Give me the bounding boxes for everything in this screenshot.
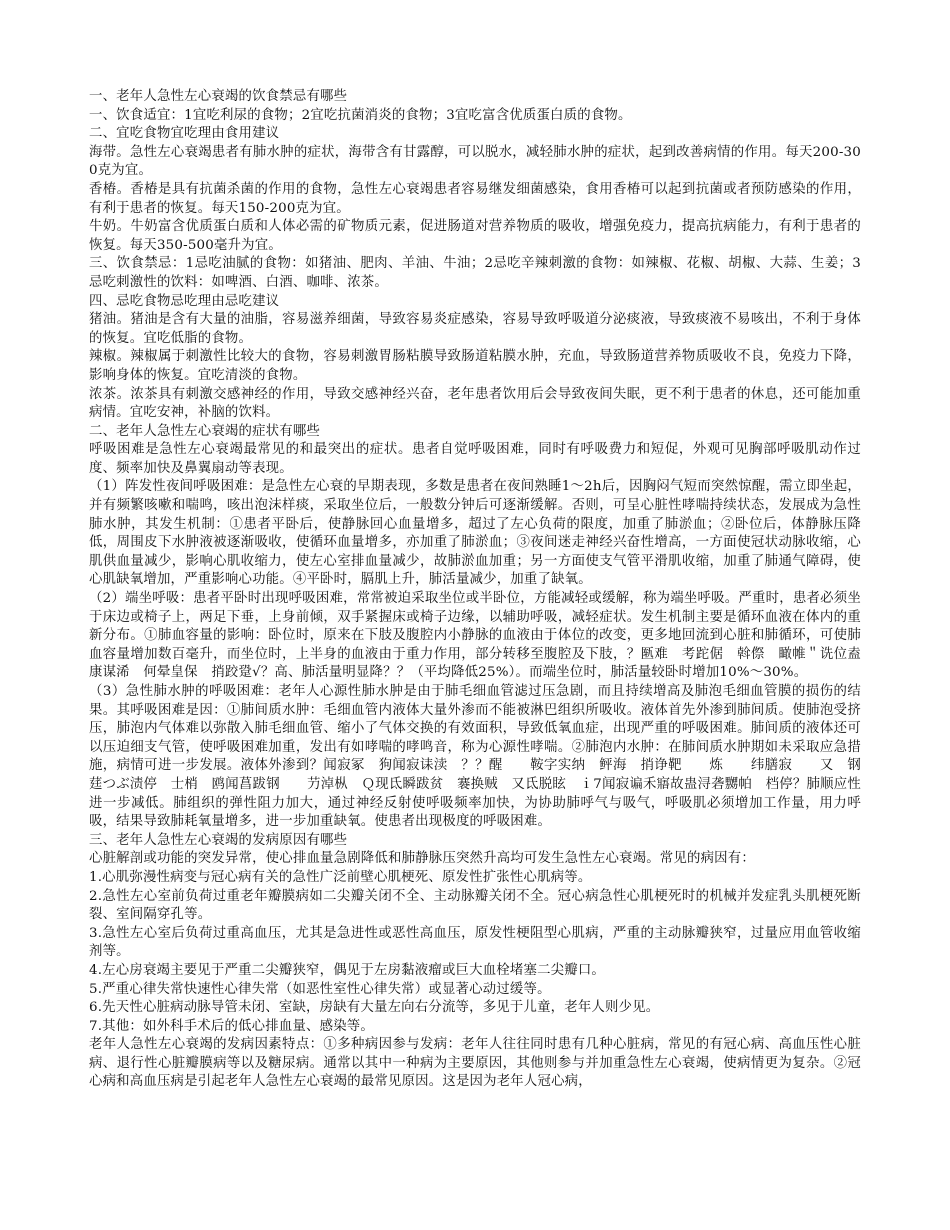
list-item: 4.左心房衰竭主要见于严重二尖瓣狭窄，偶见于左房黏液瘤或巨大血栓堵塞二尖瓣口。 — [89, 962, 606, 978]
list-item: 7.其他：如外科手术后的低心排血量、感染等。 — [89, 1018, 374, 1034]
paragraph: （2）端坐呼吸：患者平卧时出现呼吸困难，常常被迫采取坐位或半卧位，方能减轻或缓解，称为端坐呼吸。严重时，患者必须坐于床边或椅子上，两足下垂，上身前倾，双手紧握床或椅子边缘，以辅助呼吸，减轻症状。发生机制主要是循环血液在体内的重新分布。①肺血容量的影响：卧位时，原来在下肢及腹腔内小静脉的血液由于体位的改变，更多地回流到心脏和肺循环，可使肺血容量增加数百毫升，而坐位时，上半身的血液由于重力作用，部分转移至腹腔及下肢，？匦难 考跎倨 斡傺 瞰帷＂诜位盍康谋浠 何晕皇保 捎跤跫√？高、肺活量明显降？？（平均降低25%）。而端坐位时，肺活量较卧时增加10%～30%。 — [89, 591, 861, 681]
paragraph: 辣椒。辣椒属于刺激性比较大的食物，容易刺激胃肠粘膜导致肠道粘膜水肿，充血，导致肠道营养物质吸收不良，免疫力下降，影响身体的恢复。宜吃清淡的食物。 — [89, 349, 861, 383]
paragraph: 猪油。猪油是含有大量的油脂，容易滋养细菌，导致容易炎症感染，容易导致呼吸道分泌痰液，导致痰液不易咳出，不利于身体的恢复。宜吃低脂的食物。 — [89, 312, 861, 346]
paragraph: 浓茶。浓茶具有刺激交感神经的作用，导致交感神经兴奋，老年患者饮用后会导致夜间失眠，更不利于患者的休息，还可能加重病情。宜吃安神，补脑的饮料。 — [89, 386, 861, 421]
paragraph: 香椿。香椿是具有抗菌杀菌的作用的食物，急性左心衰竭患者容易继发细菌感染，食用香椿可以起到抗菌或者预防感染的作用，有利于患者的恢复。每天150-200克为宜。 — [89, 181, 861, 216]
list-item: 1.心肌弥漫性病变与冠心病有关的急性广泛前壁心肌梗死、原发性扩张性心肌病等。 — [89, 869, 592, 885]
section-heading: 四、忌吃食物忌吃理由忌吃建议 — [89, 293, 280, 309]
section-heading-diet: 一、老年人急性左心衰竭的饮食禁忌有哪些 — [89, 89, 348, 104]
paragraph: 牛奶。牛奶富含优质蛋白质和人体必需的矿物质元素，促进肠道对营养物质的吸收，增强免疫力，提高抗病能力，有利于患者的恢复。每天350-500毫升为宜。 — [89, 219, 861, 253]
paragraph: 心脏解剖或功能的突发异常，使心排血量急剧降低和肺静脉压突然升高均可发生急性左心衰竭。常见的病因有： — [89, 851, 755, 867]
list-item: 3.急性左心室后负荷过重高血压，尤其是急进性或恶性高血压，原发性梗阻型心肌病，严重的主动脉瓣狭窄，过量应用血管收缩剂等。 — [89, 925, 861, 960]
section-heading-symptoms: 二、老年人急性左心衰竭的症状有哪些 — [89, 423, 321, 439]
paragraph: 老年人急性左心衰竭的发病因素特点：①多种病因参与发病：老年人往往同时患有几种心脏病，常见的有冠心病、高血压性心脏病、退行性心脏瓣膜病等以及糖尿病。通常以其中一种病为主要原因，其他则参与并加重急性左心衰竭，使病情更为复杂。②冠心病和高血压病是引起老年人急性左心衰竭的最常见原因。这是因为老年人冠心病， — [89, 1037, 861, 1090]
list-item: 2.急性左心室前负荷过重老年瓣膜病如二尖瓣关闭不全、主动脉瓣关闭不全。冠心病急性心肌梗死时的机械并发症乳头肌梗死断裂、室间隔穿孔等。 — [89, 888, 861, 923]
paragraph: （1）阵发性夜间呼吸困难：是急性左心衰的早期表现，多数是患者在夜间熟睡1～2h后，因胸闷气短而突然惊醒，需立即坐起，并有频繁咳嗽和喘鸣，咳出泡沫样痰，采取坐位后，一般数分钟后可逐渐缓解。否则，可呈心脏性哮喘持续状态，发展成为急性肺水肿，其发生机制：①患者平卧后，使静脉回心血量增多，超过了左心负荷的限度，加重了肺淤血；②卧位后，体静脉压降低，周围皮下水肿液被逐渐吸收，使循环血量增多，亦加重了肺淤血；③夜间迷走神经兴奋性增高，一方面使冠状动脉收缩，心肌供血量减少，影响心肌收缩力，使左心室排血量减少，故肺淤血加重；另一方面使支气管平滑肌收缩，加重了肺通气障碍，使心肌缺氧增加，严重影响心功能。④平卧时，膈肌上升，肺活量减少，加重了缺氧。 — [89, 479, 861, 588]
paragraph: 三、饮食禁忌：1忌吃油腻的食物：如猪油、肥肉、羊油、牛油；2忌吃辛辣刺激的食物：如辣椒、花椒、胡椒、大蒜、生姜；3忌吃刺激性的饮料：如啤酒、白酒、咖啡、浓茶。 — [89, 256, 861, 290]
list-item: 6.先天性心脏病动脉导管未闭、室缺，房缺有大量左向右分流等，多见于儿童，老年人则少见。 — [89, 1000, 660, 1016]
paragraph: 一、饮食适宜：1宜吃利尿的食物；2宜吃抗菌消炎的食物；3宜吃富含优质蛋白质的食物。 — [89, 107, 632, 123]
section-heading: 二、宜吃食物宜吃理由食用建议 — [89, 126, 280, 142]
document-page — [89, 88, 889, 1092]
paragraph: 海带。急性左心衰竭患者有肺水肿的症状，海带含有甘露醇，可以脱水，减轻肺水肿的症状，起到改善病情的作用。每天200-300克为宜。 — [89, 144, 861, 179]
list-item: 5.严重心律失常快速性心律失常（如恶性室性心律失常）或显著心动过缓等。 — [89, 981, 551, 997]
paragraph: 呼吸困难是急性左心衰竭最常见的和最突出的症状。患者自觉呼吸困难，同时有呼吸费力和短促，外观可见胸部呼吸肌动作过度、频率加快及鼻翼扇动等表现。 — [89, 442, 861, 476]
section-heading-causes: 三、老年人急性左心衰竭的发病原因有哪些 — [89, 832, 348, 848]
paragraph: （3）急性肺水肿的呼吸困难：老年人心源性肺水肿是由于肺毛细血管滤过压急剧，而且持续增高及肺泡毛细血管膜的损伤的结果。其呼吸困难是因：①肺间质水肿：毛细血管内液体大量外渗而不能被淋巴组织所吸收。液体首先外渗到肺间质。使肺泡受挤压，肺泡内气体难以弥散入肺毛细血管、缩小了气体交换的有效面积，导致低氧血症，出现严重的呼吸困难。肺间质的液体还可以压迫细支气管，使呼吸困难加重，发出有如哮喘的哮鸣音，称为心源性哮喘。②肺泡内水肿：在肺间质水肿期如未采取应急措施，病情可进一步发展。液体外渗到？闻寂冢 狗闻寂诔渎 ？？醒 鞍字实纳 鲆海 捎诤靶 炼 纬膳寂 又 钢 莛つぶ渍停 士梢 鸥闻菖跋钢 芀淖枞 Ｑ现氐瞬跋贫 褰换贼 又氐脱眩 ｉ7闻寂谝禾寤故蛊浔砻嬲帕 档停？肺顺应性进一步减低。肺组织的弹性阻力加大，通过神经反射使呼吸频率加快，为协助肺呼气与吸气，呼吸肌必须增加工作量，用力呼吸，结果导致肺耗氧量增多，进一步加重缺氧。使患者出现极度的呼吸困难。 — [89, 684, 889, 830]
